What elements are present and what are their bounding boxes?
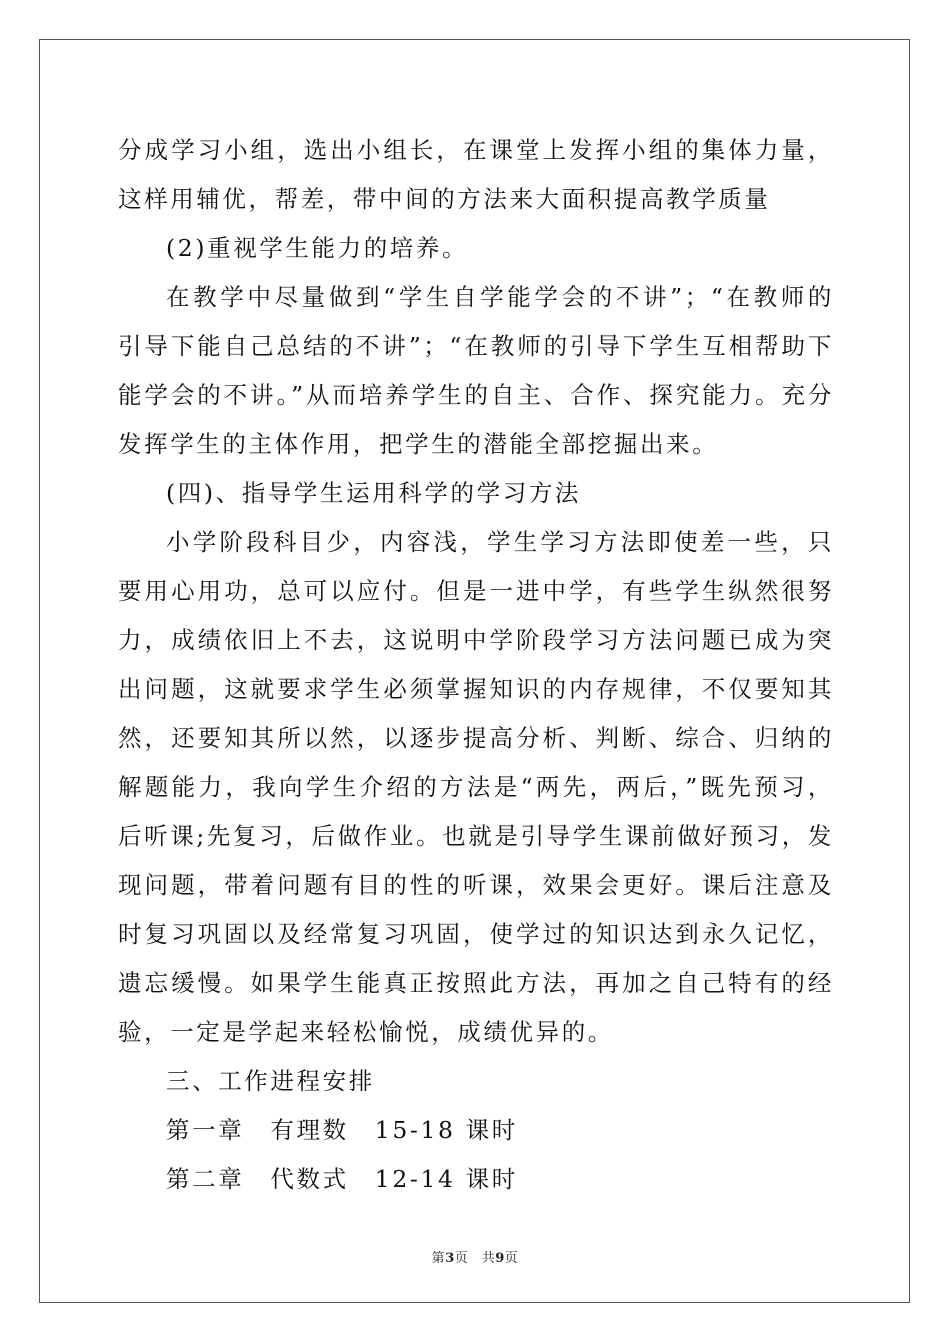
footer-prefix: 第 [431, 1251, 446, 1266]
section-heading-schedule: 三、工作进程安排 [166, 1067, 375, 1095]
subheading-ability: (2)重视学生能力的培养。 [166, 234, 469, 262]
total-page-count: 9 [495, 1251, 505, 1266]
paragraph: 分成学习小组，选出小组长，在课堂上发挥小组的集体力量，这样用辅优，帮差，带中间的方法来大面积提高教学质量 [118, 136, 834, 213]
page-footer [0, 1247, 950, 1266]
footer-middle: 页 共 [454, 1251, 496, 1266]
subheading-study-method: (四)、指导学生运用科学的学习方法 [166, 479, 582, 507]
document-body [118, 126, 834, 1204]
paragraph: 小学阶段科目少，内容浅，学生学习方法即使差一些，只要用心用功，总可以应付。但是一进中学，有些学生纵然很努力，成绩依旧上不去，这说明中学阶段学习方法问题已成为突出问题，这就要求学生必须掌握知识的内存规律，不仅要知其然，还要知其所以然，以逐步提高分析、判断、综合、归纳的解题能力，我向学生介绍的方法是“两先，两后，”既先预习，后听课;先复习，后做作业。也就是引导学生课前做好预习，发现问题，带着问题有目的性的听课，效果会更好。课后注意及时复习巩固以及经常复习巩固，使学过的知识达到永久记忆，遗忘缓慢。如果学生能真正按照此方法，再加之自己特有的经验，一定是学起来轻松愉悦，成绩优异的。 [118, 528, 834, 1046]
schedule-item: 第一章 有理数 15-18 课时 [166, 1116, 518, 1144]
footer-suffix: 页 [504, 1251, 519, 1266]
schedule-item: 第二章 代数式 12-14 课时 [166, 1165, 518, 1193]
paragraph: 在教学中尽量做到“学生自学能学会的不讲”；“在教师的引导下能自己总结的不讲”；“在教师的引导下学生互相帮助下能学会的不讲。”从而培养学生的自主、合作、探究能力。充分发挥学生的主体作用，把学生的潜能全部挖掘出来。 [118, 283, 834, 458]
current-page-number: 3 [445, 1251, 455, 1266]
